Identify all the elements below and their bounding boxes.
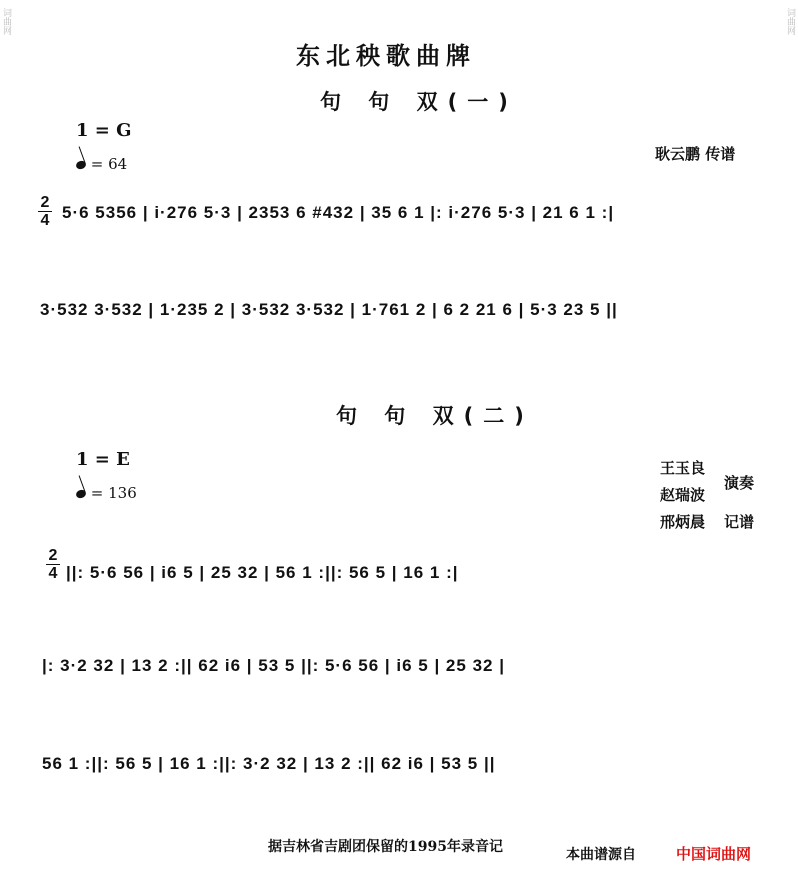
piece1-key: 1 = G [76,120,132,141]
piece1-score-line-2: 3·532 3·532 | 1·235 2 | 3·532 3·532 | 1·761 2 | 6 2 21 6 | 5·3 23 5 || [40,300,618,319]
piece1-tempo [76,155,127,173]
piece2-performer-2: 赵瑞波 [660,486,706,504]
piece2-score-line-3: 56 1 :||: 56 5 | 16 1 :||: 3·2 32 | 13 2 :|| 62 i6 | 53 5 || [42,754,496,773]
right-watermark [784,0,798,889]
piece2-tempo-value: = 136 [90,484,137,502]
piece2-score-line-1: ||: 5·6 56 | i6 5 | 25 32 | 56 1 :||: 56 5 | 16 1 :| [66,563,459,582]
site-name-link[interactable]: 中国词曲网 [676,845,752,863]
piece1-score-line-1: 5·6 5356 | i·276 5·3 | 2353 6 #432 | 35 6 1 |: i·276 5·3 | 21 6 1 :| [62,203,615,222]
source-label: 本曲谱源自 [566,847,636,863]
piece2-record-label: 记谱 [724,513,755,531]
quarter-note-icon [75,160,87,171]
piece1-tempo-value: = 64 [90,155,128,173]
piece2-performer-1: 王玉良 [660,459,706,477]
piece2-tempo [76,484,137,502]
watermark-text: 词曲网 [1,8,11,35]
piece1-credit: 耿云鹏 传谱 [655,145,736,163]
left-watermark [0,0,14,889]
piece2-title: 句 句 双(二) [336,404,534,428]
piece2-score-line-2: |: 3·2 32 | 13 2 :|| 62 i6 | 53 5 ||: 5·6 56 | i6 5 | 25 32 | [42,656,505,675]
piece2-key: 1 = E [76,449,130,470]
piece1-title: 句 句 双(一) [320,90,518,114]
quarter-note-icon [75,489,87,500]
piece2-time-signature: 2 4 [46,548,60,581]
watermark-text: 词曲网 [785,8,795,35]
collection-title: 东北秧歌曲牌 [296,42,476,70]
piece2-recorder: 邢炳晨 [660,513,706,531]
piece1-time-signature: 2 4 [38,195,52,228]
piece2-perform-label: 演奏 [724,474,755,492]
source-note: 据吉林省吉剧团保留的1995年录音记 [268,839,503,855]
